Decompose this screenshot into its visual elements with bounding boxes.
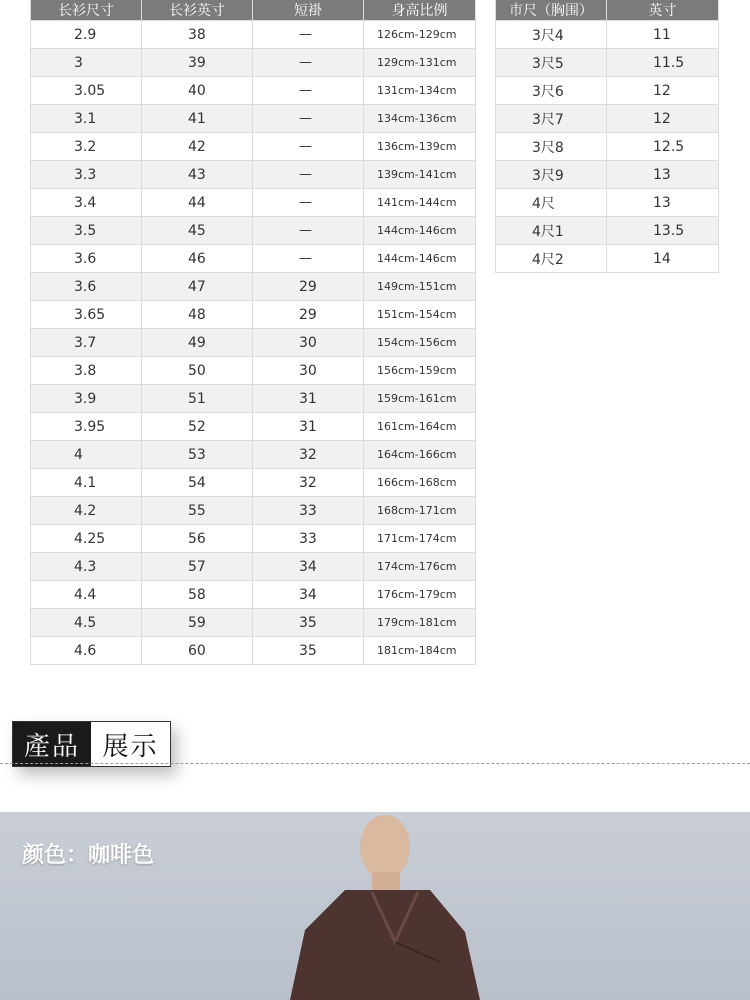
table-cell: — [253,105,364,133]
size-chart-row [31,609,476,637]
table-cell: 14 [607,245,719,273]
size-chart-header-row [31,0,476,21]
table-cell: 3.6 [31,273,142,301]
table-cell: 60 [142,637,253,665]
table-cell: 4尺 [496,189,607,217]
table-cell: 34 [253,553,364,581]
table-cell: 3.6 [31,245,142,273]
size-chart-row [31,301,476,329]
table-cell: 12.5 [607,133,719,161]
table-cell: 12 [607,77,719,105]
table-cell: 3尺9 [496,161,607,189]
table-cell: 3.05 [31,77,142,105]
header-cell: 长衫英寸 [142,0,253,21]
table-cell: 4.1 [31,469,142,497]
table-cell: 40 [142,77,253,105]
table-cell: 4.6 [31,637,142,665]
table-cell: 3尺7 [496,105,607,133]
table-cell: 41 [142,105,253,133]
table-cell: 59 [142,609,253,637]
table-cell: 38 [142,21,253,49]
table-cell: 131cm-134cm [364,77,476,105]
table-cell: 149cm-151cm [364,273,476,301]
size-chart-row [31,273,476,301]
size-chart-row [31,105,476,133]
table-cell: — [253,21,364,49]
table-cell: 29 [253,301,364,329]
table-cell: 3.5 [31,217,142,245]
table-cell: 161cm-164cm [364,413,476,441]
table-cell: 3.7 [31,329,142,357]
table-cell: 4.25 [31,525,142,553]
table-cell: 154cm-156cm [364,329,476,357]
dashed-divider [0,763,750,764]
table-cell: 29 [253,273,364,301]
table-cell: 39 [142,49,253,77]
table-cell: 33 [253,497,364,525]
header-cell: 市尺（胸围） [496,0,607,21]
table-cell: 4.5 [31,609,142,637]
table-cell: 53 [142,441,253,469]
section-title-dark-part: 產品 [13,722,91,766]
chest-table-row [496,189,719,217]
table-cell: 4 [31,441,142,469]
table-cell: 49 [142,329,253,357]
table-cell: 3尺5 [496,49,607,77]
size-chart-row [31,637,476,665]
table-cell: 3尺4 [496,21,607,49]
size-chart-row [31,77,476,105]
table-cell: 31 [253,413,364,441]
table-cell: 136cm-139cm [364,133,476,161]
table-cell: 159cm-161cm [364,385,476,413]
table-cell: 34 [253,581,364,609]
table-cell: 144cm-146cm [364,245,476,273]
table-cell: 42 [142,133,253,161]
table-cell: 3.8 [31,357,142,385]
table-cell: 52 [142,413,253,441]
table-cell: 11.5 [607,49,719,77]
robe [290,890,480,1000]
size-chart-row [31,385,476,413]
table-cell: 151cm-154cm [364,301,476,329]
mannequin-head [360,815,410,879]
header-cell: 短褂 [253,0,364,21]
size-chart-row [31,161,476,189]
section-title-product-display [12,721,171,767]
table-cell: 48 [142,301,253,329]
table-cell: 13.5 [607,217,719,245]
table-cell: 32 [253,469,364,497]
table-cell: 32 [253,441,364,469]
size-chart-row [31,21,476,49]
size-chart-row [31,441,476,469]
table-cell: 4尺2 [496,245,607,273]
table-cell: 51 [142,385,253,413]
size-chart-row [31,581,476,609]
table-cell: 56 [142,525,253,553]
table-cell: 3.2 [31,133,142,161]
size-chart-row [31,49,476,77]
chest-table-row [496,245,719,273]
table-cell: 129cm-131cm [364,49,476,77]
table-cell: 3.3 [31,161,142,189]
chest-table-row [496,49,719,77]
table-cell: 45 [142,217,253,245]
chest-table-row [496,133,719,161]
chest-table-row [496,105,719,133]
table-cell: 13 [607,189,719,217]
table-cell: 58 [142,581,253,609]
table-cell: 3.4 [31,189,142,217]
table-cell: 3.95 [31,413,142,441]
chest-table-header-row [496,0,719,21]
table-cell: 174cm-176cm [364,553,476,581]
header-cell: 长衫尺寸 [31,0,142,21]
table-cell: 141cm-144cm [364,189,476,217]
table-cell: 44 [142,189,253,217]
size-chart-row [31,469,476,497]
table-cell: — [253,245,364,273]
table-cell: 12 [607,105,719,133]
table-cell: 4.4 [31,581,142,609]
table-cell: — [253,133,364,161]
table-cell: 35 [253,637,364,665]
table-cell: — [253,189,364,217]
table-cell: 3 [31,49,142,77]
header-cell: 英寸 [607,0,719,21]
color-caption: 颜色：咖啡色 [22,842,155,868]
table-cell: 176cm-179cm [364,581,476,609]
size-chart-row [31,133,476,161]
table-cell: 3.65 [31,301,142,329]
header-cell: 身高比例 [364,0,476,21]
table-cell: 181cm-184cm [364,637,476,665]
table-cell: 3尺6 [496,77,607,105]
table-cell: 46 [142,245,253,273]
table-cell: 4.2 [31,497,142,525]
table-cell: 31 [253,385,364,413]
table-cell: — [253,77,364,105]
size-chart-row [31,525,476,553]
size-chart-row [31,357,476,385]
table-cell: 30 [253,329,364,357]
table-cell: 179cm-181cm [364,609,476,637]
table-cell: 30 [253,357,364,385]
size-chart-row [31,413,476,441]
chest-table-row [496,217,719,245]
chest-table-row [496,161,719,189]
table-cell: 33 [253,525,364,553]
section-title-light-part: 展示 [102,731,159,762]
table-cell: 171cm-174cm [364,525,476,553]
table-cell: 3尺8 [496,133,607,161]
table-cell: 168cm-171cm [364,497,476,525]
size-chart-row [31,217,476,245]
product-photo [0,812,750,1000]
table-cell: 139cm-141cm [364,161,476,189]
size-chart-row [31,245,476,273]
table-cell: 166cm-168cm [364,469,476,497]
table-cell: 4尺1 [496,217,607,245]
table-cell: 3.1 [31,105,142,133]
size-chart-row [31,189,476,217]
table-cell: — [253,161,364,189]
table-cell: 2.9 [31,21,142,49]
table-cell: 11 [607,21,719,49]
table-cell: — [253,49,364,77]
table-cell: 43 [142,161,253,189]
size-chart-row [31,329,476,357]
chest-table-row [496,77,719,105]
size-chart-row [31,497,476,525]
table-cell: 144cm-146cm [364,217,476,245]
table-cell: 55 [142,497,253,525]
table-cell: 134cm-136cm [364,105,476,133]
table-cell: 47 [142,273,253,301]
table-cell: 164cm-166cm [364,441,476,469]
chest-table-row [496,21,719,49]
table-cell: 4.3 [31,553,142,581]
table-cell: 156cm-159cm [364,357,476,385]
size-chart-row [31,553,476,581]
table-cell: 126cm-129cm [364,21,476,49]
table-cell: — [253,217,364,245]
chest-size-table [495,0,719,273]
table-cell: 50 [142,357,253,385]
table-cell: 3.9 [31,385,142,413]
table-cell: 54 [142,469,253,497]
table-cell: 35 [253,609,364,637]
size-chart-table [30,0,476,665]
table-cell: 13 [607,161,719,189]
table-cell: 57 [142,553,253,581]
